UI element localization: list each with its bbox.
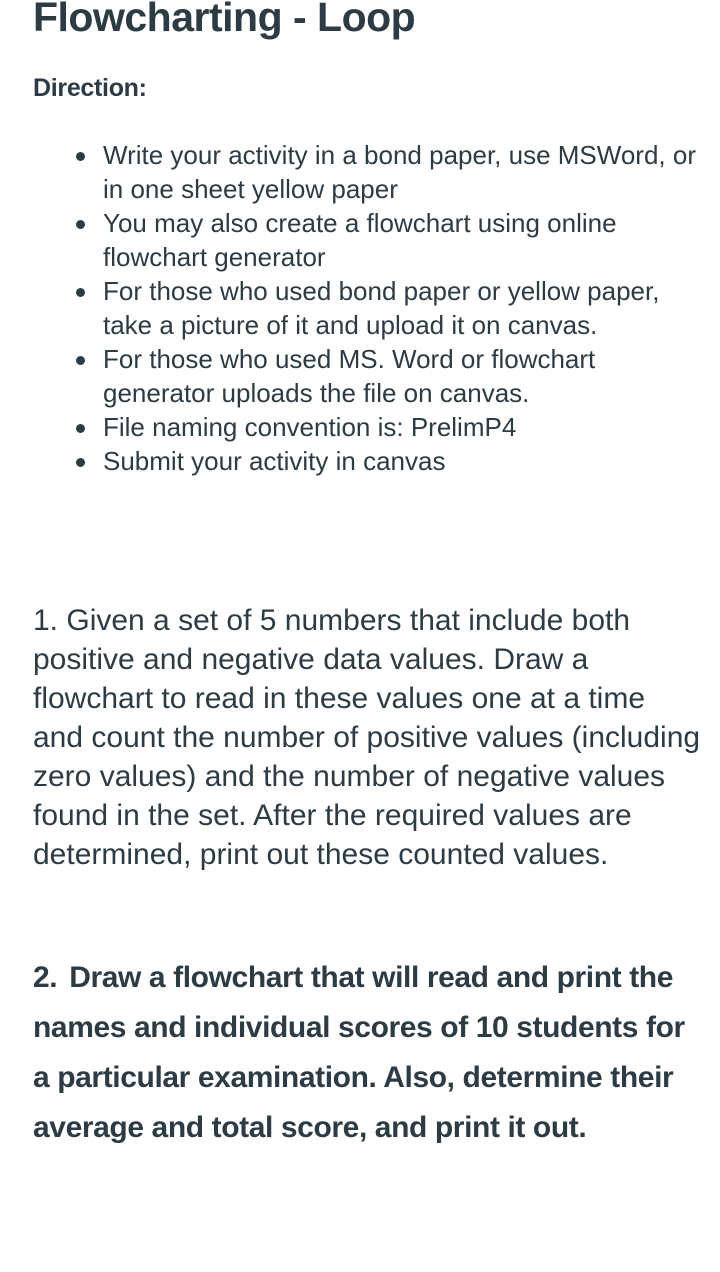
question-2-number: 2. xyxy=(33,961,58,994)
list-item xyxy=(103,444,703,478)
list-item-text: You may also create a flowchart using online flowchart generator xyxy=(103,208,617,272)
direction-heading: Direction: xyxy=(33,74,147,102)
list-item-text: For those who used bond paper or yellow paper, take a picture of it and upload it on canvas. xyxy=(103,276,660,340)
list-item-text: Submit your activity in canvas xyxy=(103,446,446,476)
list-item xyxy=(103,206,703,274)
bullet-icon xyxy=(76,220,85,229)
question-2-text: Draw a flowchart that will read and print the names and individual scores of 10 students for a particular examination. Also, determine their average and total score, and print it out. xyxy=(33,961,685,1144)
bullet-icon xyxy=(76,424,85,433)
list-item xyxy=(103,274,703,342)
question-1: 1. Given a set of 5 numbers that include both positive and negative data values. Draw a flowchart to read in these values one at a time and count the number of positive values (including zero values) and the number of negative values found in the set. After the required values are determined, print out these counted values. xyxy=(33,604,701,871)
list-item xyxy=(103,138,703,206)
question-2 xyxy=(33,953,703,1153)
list-item-text: For those who used MS. Word or flowchart generator uploads the file on canvas. xyxy=(103,344,596,408)
list-item xyxy=(103,410,703,444)
direction-list xyxy=(103,138,703,478)
page-title: Flowcharting - Loop xyxy=(33,0,416,40)
list-item xyxy=(103,342,703,410)
bullet-icon xyxy=(76,288,85,297)
bullet-icon xyxy=(76,152,85,161)
list-item-text: File naming convention is: PrelimP4 xyxy=(103,412,517,442)
list-item-text: Write your activity in a bond paper, use MSWord, or in one sheet yellow paper xyxy=(103,140,696,204)
bullet-icon xyxy=(76,356,85,365)
bullet-icon xyxy=(76,458,85,467)
